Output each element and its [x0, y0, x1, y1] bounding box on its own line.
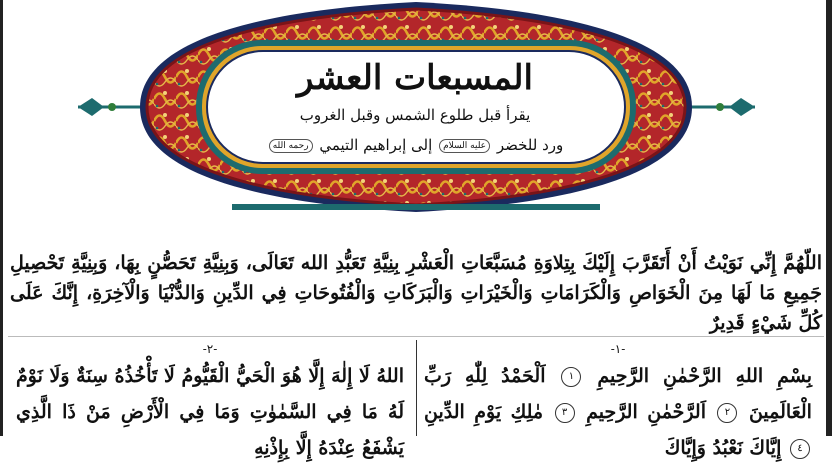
right-spike-ornament: [685, 98, 755, 116]
verse-line: اَلرَّحْمٰنِ الرَّحِيمِ: [586, 401, 706, 423]
attribution-text-middle: إلى إبراهيم التيمي: [319, 136, 433, 154]
page-subtitle: يقرأ قبل طلوع الشمس وقبل الغروب: [299, 106, 531, 124]
section-1-column: [424, 342, 812, 466]
honorific-seal: عليه السلام: [439, 139, 490, 153]
honorific-seal: رحمه الله: [269, 139, 313, 153]
section-2-column: [16, 342, 404, 466]
ayah-number-marker: ٣: [555, 403, 575, 423]
ayah-number-marker: ٤: [790, 439, 810, 459]
ayah-number-marker: ١: [561, 367, 581, 387]
verse-line: إِيَّاكَ نَعْبُدُ وَإِيَّاكَ: [664, 437, 782, 459]
verse-line: بِسْمِ اللهِ الرَّحْمٰنِ الرَّحِيمِ: [597, 365, 812, 387]
page-title: المسبعات العشر: [297, 58, 533, 98]
attribution-text-start: ورد للخضر: [496, 136, 564, 154]
title-block: [230, 52, 600, 182]
verse-text: [16, 358, 404, 466]
section-number: -٢-: [202, 342, 218, 356]
attribution-line: [230, 134, 600, 156]
column-separator: [416, 340, 417, 436]
section-number: -١-: [610, 342, 626, 356]
intention-paragraph: اللّهُمَّ إِنِّي نَوَيْتُ أَنْ أَتَقَرَّبَ إِلَيْكَ بِتِلاوَةِ مُسَبَّعَاتِ الْعَشْرِ بِنِيَّةِ تَعَبُّدِ الله تَعَالَى، وَبِنِيَّةِ تَحَصُّنٍ بِهَا، وَبِنِيَّةِ تَحْصِيلِ جَمِيعِ مَا لَهَا مِنَ الْخَوَاصِ وَالْكَرَامَاتِ وَالْخَيْرَاتِ وَالْبَرَكَاتِ وَالْفُتُوحَاتِ فِي الدِّينِ وَالدُّنْيَا وَالْآخِرَةِ، إِنَّكَ عَلَى كُلِّ شَيْءٍ قَدِيرٌ: [10, 252, 822, 334]
left-spike-ornament: [78, 98, 145, 116]
ayah-number-marker: ٢: [717, 403, 737, 423]
section-divider: [8, 336, 824, 337]
verse-text: [424, 358, 812, 466]
verse-line: مٰلِكِ يَوْمِ الدِّينِ: [424, 401, 544, 423]
verse-line: السَّمٰوٰتِ وَمَا فِي الْأَرْضِ مَنْ ذَا الَّذِي يَشْفَعُ عِنْدَهُ إِلَّا بِإِذْنِهِ: [16, 401, 404, 459]
verse-line: اَلْحَمْدُ لِلّٰهِ رَبِّ الْعَالَمِينَ: [424, 365, 812, 423]
verse-line: اللهُ لَا إِلٰهَ إِلَّا هُوَ الْحَيُّ الْقَيُّومُ لَا تَأْخُذُهُ سِنَةٌ وَلَا نَوْمٌ لَهُ مَا فِي: [16, 365, 404, 423]
